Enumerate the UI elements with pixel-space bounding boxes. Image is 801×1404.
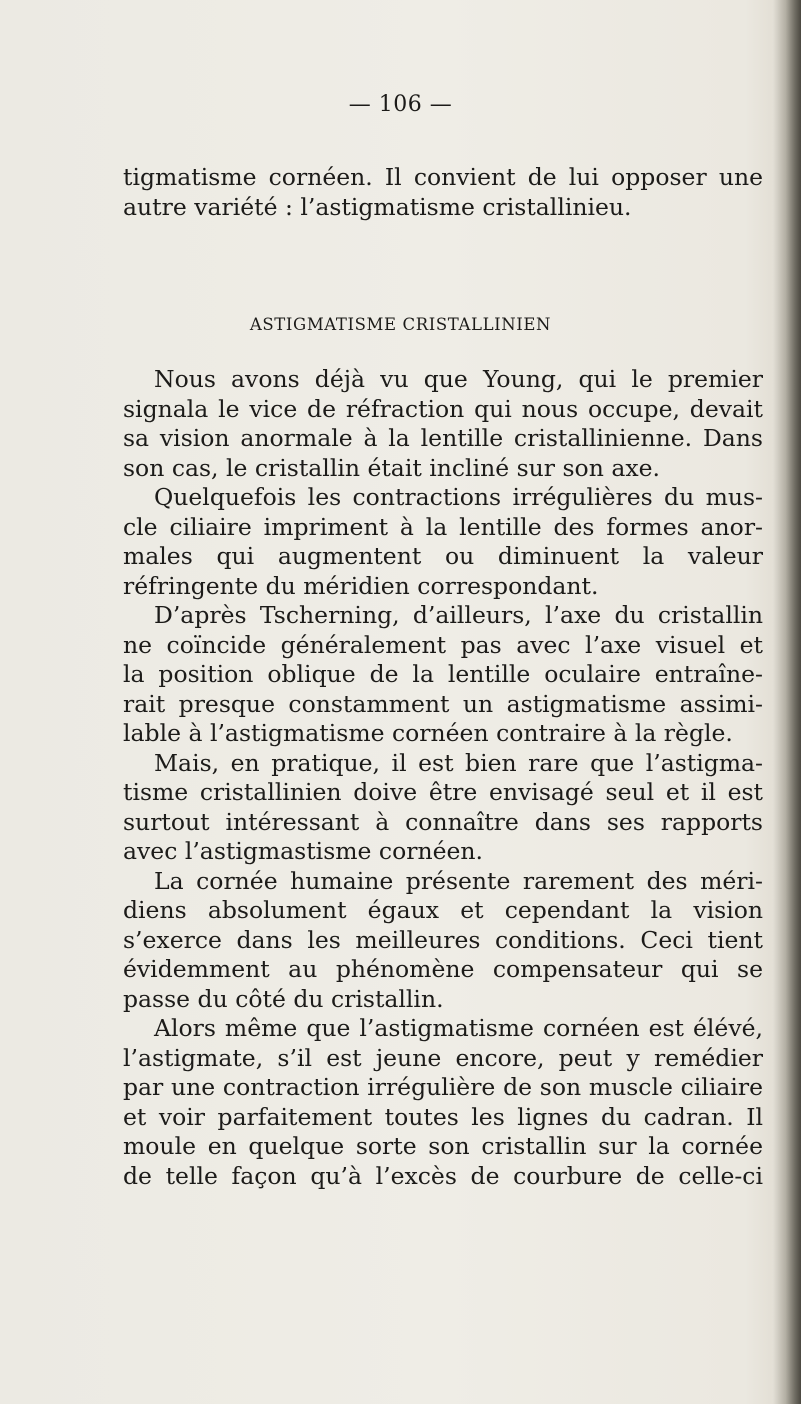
text-line: réfringente du méridien correspondant.	[123, 571, 599, 600]
paragraph	[123, 365, 763, 483]
page-number: — 106 —	[348, 92, 453, 117]
text-line: La cornée humaine présente rarement des méri-	[154, 866, 763, 895]
text-line: avec l’astigmastisme cornéen.	[123, 837, 484, 865]
section-heading: ASTIGMATISME CRISTALLINIEN	[249, 315, 552, 334]
text-line: Nous avons déjà vu que Young, qui le premier	[154, 365, 763, 393]
text-line: cle ciliaire impriment à la lentille des formes anor-	[123, 512, 763, 541]
text-line: surtout intéressant à connaître dans ses rapports	[123, 807, 763, 836]
section-body	[123, 365, 763, 1191]
text-line: moule en quelque sorte son cristallin sur la cornée	[123, 1132, 763, 1160]
paragraph	[123, 749, 763, 867]
paragraph	[123, 601, 763, 749]
text-line: ne coïncide généralement pas avec l’axe visuel et	[123, 630, 763, 659]
text-line: D’après Tscherning, d’ailleurs, l’axe du cristallin	[154, 601, 763, 629]
text-line: signala le vice de réfraction qui nous occupe, devait	[123, 394, 763, 423]
text-line: rait presque constamment un astigmatisme assimi-	[123, 689, 763, 718]
text-line: Quelquefois les contractions irrégulières du mus-	[154, 483, 763, 511]
text-line: lable à l’astigmatisme cornéen contraire à la règle.	[123, 719, 733, 747]
text-line: la position oblique de la lentille oculaire entraîne-	[123, 660, 763, 688]
page-edge-shadow	[773, 0, 801, 1404]
paragraph	[123, 867, 763, 1015]
text-line: tisme cristallinien doive être envisagé seul et il est	[123, 778, 763, 806]
text-line: sa vision anormale à la lentille cristallinienne. Dans	[123, 424, 763, 452]
paragraph	[123, 1014, 763, 1191]
text-line: Mais, en pratique, il est bien rare que l’astigma-	[154, 748, 763, 777]
text-line: diens absolument égaux et cependant la vision	[123, 896, 763, 924]
text-line: autre variété : l’astigmatisme cristallinieu.	[123, 192, 632, 221]
text-line: et voir parfaitement toutes les lignes du cadran. Il	[123, 1102, 763, 1131]
paragraph	[123, 483, 763, 601]
continuation-paragraph	[123, 163, 763, 222]
text-line: de telle façon qu’à l’excès de courbure de celle-ci	[123, 1161, 763, 1190]
text-line: tigmatisme cornéen. Il convient de lui opposer une	[123, 163, 763, 191]
text-line: évidemment au phénomène compensateur qui se	[123, 955, 763, 983]
text-line: Alors même que l’astigmatisme cornéen est élévé,	[154, 1014, 763, 1042]
text-line: l’astigmate, s’il est jeune encore, peut y remédier	[123, 1043, 763, 1072]
text-line: males qui augmentent ou diminuent la valeur	[123, 542, 763, 570]
text-line: passe du côté du cristallin.	[123, 984, 444, 1013]
text-line: son cas, le cristallin était incliné sur son axe.	[123, 453, 660, 482]
text-line: s’exerce dans les meilleures conditions. Ceci tient	[123, 925, 763, 954]
text-line: par une contraction irrégulière de son muscle ciliaire	[123, 1073, 763, 1101]
